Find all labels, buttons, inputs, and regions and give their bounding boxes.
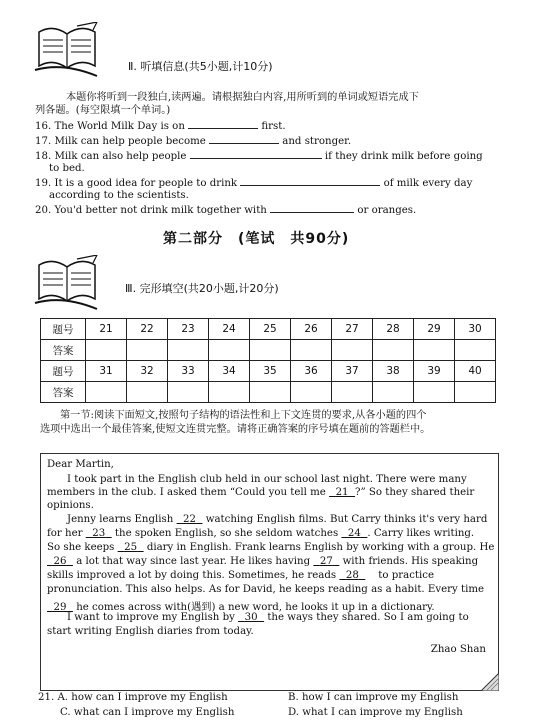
cloze-blank-23: 23 xyxy=(92,528,106,539)
letter-line: I took part in the English club held in our school last night. There were many xyxy=(67,474,467,485)
cloze-blank-28: 28 xyxy=(345,570,359,581)
answer-cell[interactable] xyxy=(373,340,414,361)
question-16: 16. The World Milk Day is on first. xyxy=(35,121,286,132)
question-number: 33 xyxy=(168,361,209,382)
question-number: 31 xyxy=(86,361,127,382)
cloze-blank-22: 22 xyxy=(183,514,197,525)
book-icon xyxy=(33,22,99,80)
question-number: 34 xyxy=(209,361,250,382)
answer-cell[interactable] xyxy=(250,382,291,403)
question-number: 25 xyxy=(250,319,291,340)
question-number: 36 xyxy=(291,361,332,382)
table-header-cell: 答案 xyxy=(41,382,86,403)
question-number: 30 xyxy=(455,319,496,340)
answer-cell[interactable] xyxy=(168,340,209,361)
question-18-cont: to bed. xyxy=(49,163,85,174)
question-number: 23 xyxy=(168,319,209,340)
answer-cell[interactable] xyxy=(86,340,127,361)
answer-blank-19[interactable] xyxy=(240,176,380,186)
section3-title: Ⅲ. 完形填空(共20小题,计20分) xyxy=(125,282,279,295)
question-number: 27 xyxy=(332,319,373,340)
option-21c[interactable]: C. what can I improve my English xyxy=(60,707,235,718)
letter-line: 26 a lot that way since last year. He likes having 27 with friends. His speaking xyxy=(47,556,478,567)
letter-line: 29 he comes across with(遇到) a new word, he looks it up in a dictionary. xyxy=(47,598,435,613)
letter-greeting: Dear Martin, xyxy=(47,459,114,470)
question-17: 17. Milk can help people become and stronger. xyxy=(35,136,352,147)
letter-line: start writing English diaries from today. xyxy=(47,626,254,637)
option-21b[interactable]: B. how I can improve my English xyxy=(288,692,459,703)
question-number: 22 xyxy=(127,319,168,340)
question-18: 18. Milk can also help people if they drink milk before going xyxy=(35,151,483,162)
section3-instruction-cont: 选项中选出一个最佳答案,使短文连贯完整。请将正确答案的序号填在题前的答题栏中。 xyxy=(40,424,431,435)
answer-cell[interactable] xyxy=(127,382,168,403)
question-number: 29 xyxy=(414,319,455,340)
answer-cell[interactable] xyxy=(168,382,209,403)
cloze-blank-21: 21 xyxy=(335,487,349,498)
cloze-blank-27: 27 xyxy=(319,556,333,567)
answer-cell[interactable] xyxy=(414,382,455,403)
letter-line: members in the club. I asked them “Could you tell me 21 ?” So they shared their xyxy=(47,487,475,498)
option-21a[interactable]: 21. A. how can I improve my English xyxy=(38,692,228,703)
cloze-blank-30: 30 xyxy=(244,612,258,623)
answer-blank-18[interactable] xyxy=(190,149,322,159)
letter-line: skills improved a lot by doing this. Sometimes, he reads 28 to practice xyxy=(47,570,435,581)
section2-instruction-cont: 列各题。(每空限填一个单词。) xyxy=(35,105,171,116)
part2-title: 第二部分 (笔试 共90分) xyxy=(163,231,350,247)
question-number: 26 xyxy=(291,319,332,340)
answer-cell[interactable] xyxy=(332,340,373,361)
answer-cell[interactable] xyxy=(127,340,168,361)
answer-cell[interactable] xyxy=(414,340,455,361)
section2-title: Ⅱ. 听填信息(共5小题,计10分) xyxy=(128,60,273,73)
letter-line: opinions. xyxy=(47,500,94,511)
question-number: 32 xyxy=(127,361,168,382)
section3-instruction: 第一节:阅读下面短文,按照句子结构的语法性和上下文连贯的要求,从各小题的四个 xyxy=(60,410,427,421)
answer-cell[interactable] xyxy=(209,382,250,403)
question-number: 38 xyxy=(373,361,414,382)
answer-table xyxy=(40,318,496,403)
letter-line: pronunciation. This also helps. As for David, he keeps reading as a habit. Every time xyxy=(47,584,485,595)
answer-cell[interactable] xyxy=(455,340,496,361)
cloze-blank-25: 25 xyxy=(124,542,138,553)
answer-cell[interactable] xyxy=(209,340,250,361)
answer-blank-17[interactable] xyxy=(209,134,279,144)
letter-signature: Zhao Shan xyxy=(430,644,486,655)
question-20: 20. You'd better not drink milk together with or oranges. xyxy=(35,205,417,216)
question-number: 40 xyxy=(455,361,496,382)
question-number: 39 xyxy=(414,361,455,382)
answer-cell[interactable] xyxy=(291,340,332,361)
answer-cell[interactable] xyxy=(250,340,291,361)
answer-cell[interactable] xyxy=(455,382,496,403)
table-header-cell: 题号 xyxy=(41,361,86,382)
answer-cell[interactable] xyxy=(332,382,373,403)
question-19: 19. It is a good idea for people to drink of milk every day xyxy=(35,178,473,189)
cloze-blank-29: 29 xyxy=(53,602,67,613)
question-number: 28 xyxy=(373,319,414,340)
question-number: 35 xyxy=(250,361,291,382)
section2-instruction: 本题你将听到一段独白,读两遍。请根据独白内容,用所听到的单词或短语完成下 xyxy=(66,92,419,103)
letter-line: So she keeps 25 diary in English. Frank learns English by working with a group. He xyxy=(47,542,495,553)
letter-line: I want to improve my English by 30 the ways they shared. So I am going to xyxy=(67,612,469,623)
answer-cell[interactable] xyxy=(291,382,332,403)
page-curl-icon xyxy=(481,673,499,691)
answer-blank-16[interactable] xyxy=(188,119,258,129)
letter-line: for her 23 the spoken English, so she seldom watches 24 . Carry likes writing. xyxy=(47,528,475,539)
answer-blank-20[interactable] xyxy=(270,203,354,213)
cloze-blank-24: 24 xyxy=(347,528,361,539)
table-header-cell: 答案 xyxy=(41,340,86,361)
question-number: 37 xyxy=(332,361,373,382)
answer-cell[interactable] xyxy=(373,382,414,403)
answer-cell[interactable] xyxy=(86,382,127,403)
question-number: 24 xyxy=(209,319,250,340)
question-19-cont: according to the scientists. xyxy=(49,190,189,201)
question-number: 21 xyxy=(86,319,127,340)
option-21d[interactable]: D. what I can improve my English xyxy=(288,707,463,718)
book-icon xyxy=(33,255,99,313)
cloze-blank-26: 26 xyxy=(53,556,67,567)
letter-line: Jenny learns English 22 watching English films. But Carry thinks it's very hard xyxy=(67,514,488,525)
letter-box xyxy=(40,453,499,691)
table-header-cell: 题号 xyxy=(41,319,86,340)
